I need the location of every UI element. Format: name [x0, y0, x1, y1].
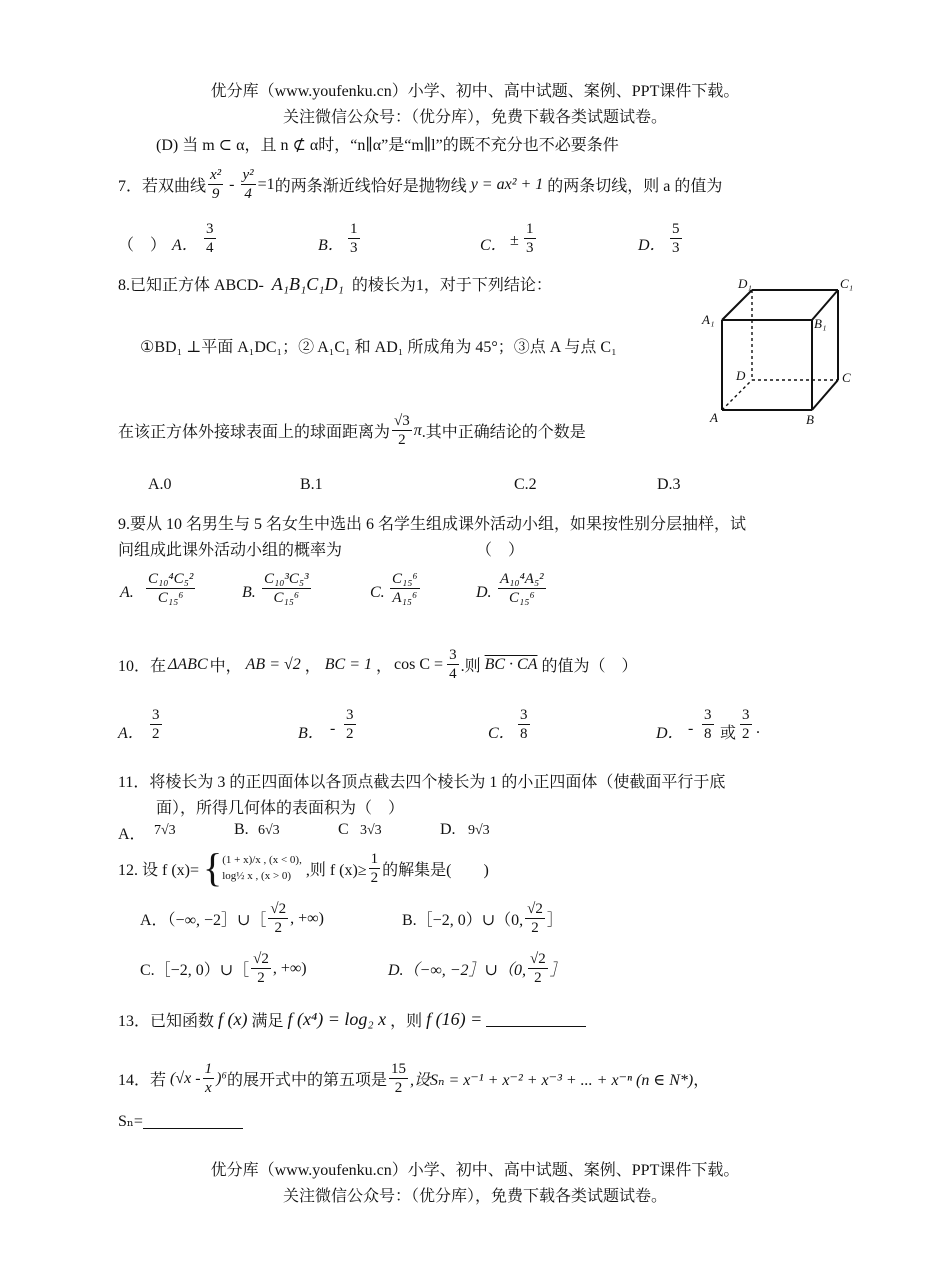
q7-option-c-label: C．: [480, 237, 507, 254]
q9-option-c: $\frac{\text{C₁₅⁶}}{\text{A₁₅⁶}}$: [392, 571, 418, 606]
q11-option-a-label: A．: [118, 826, 146, 843]
cube-label-a: A: [710, 410, 718, 425]
q12-case-1: (1 + x)/x , (x < 0),: [222, 854, 302, 866]
q14-value: $\frac{15}{2}$: [390, 1061, 406, 1096]
cube-edge-bc: [812, 380, 838, 410]
q7-frac-x: $\frac{\text{x²}}{9}$: [210, 167, 222, 202]
q14-expr-a: (√x -: [170, 1069, 201, 1087]
question-7: [118, 166, 722, 203]
q10-cos-fraction: $\frac{3}{4}$: [449, 647, 457, 682]
q8-suffix: 的棱长为1，对于下列结论：: [351, 277, 552, 294]
q11-options: [118, 821, 818, 845]
q7-option-a: $\frac{3}{4}$: [206, 221, 214, 256]
q9-line-1: 9.要从 10 名男生与 5 名女生中选出 6 名学生组成课外活动小组，如果按性别分层抽样，试: [118, 516, 747, 533]
question-14: [118, 1060, 709, 1097]
q7-option-b: $\frac{1}{3}$: [350, 221, 358, 256]
q13-prefix: 13．已知函数: [118, 1013, 215, 1030]
q14-frac: $\frac{1}{x}$: [204, 1061, 213, 1096]
q14-mid: 的展开式中的第五项是: [226, 1072, 387, 1089]
cube-label-c: C: [842, 370, 851, 385]
q8-prefix: 8.已知正方体 ABCD-: [118, 277, 264, 294]
q11-option-b-label: B.: [234, 821, 249, 838]
question-13: [118, 1008, 586, 1031]
q12-option-c-text: C.［−2, 0）∪［: [140, 962, 250, 979]
q12-option-a-text: A．（−∞, −2］∪［: [140, 912, 267, 929]
q10-option-d-first: $\frac{3}{8}$: [704, 707, 712, 742]
q7-minus: -: [229, 175, 235, 193]
q12-half: $\frac{1}{2}$: [370, 850, 379, 886]
q11-option-d-label: D.: [440, 821, 456, 838]
q10-prefix: 10．在: [118, 658, 167, 675]
q7-mid: 的两条渐近线恰好是抛物线: [274, 178, 467, 195]
q10-option-d-second: $\frac{3}{2}$: [742, 707, 750, 742]
q9-paren: （ ）: [476, 542, 525, 559]
q12-option-b-fraction: $\frac{√2}{2}$: [527, 901, 543, 936]
q10-cos: cos C =: [394, 655, 444, 673]
footer-line-1: 优分库（www.youfenku.cn）小学、初中、高中试题、案例、PPT课件下载。: [210, 1162, 740, 1179]
q12-mid: ,则 f (x)≥: [305, 861, 367, 879]
q10-option-a-label: A．: [118, 725, 144, 742]
cube-label-d1: D₁: [738, 276, 752, 291]
q9-option-a-label: A.: [120, 584, 134, 601]
cube-figure: [698, 276, 858, 426]
q13-answer-blank[interactable]: [486, 1012, 586, 1027]
q12-option-b-end: ］: [546, 912, 563, 929]
q9-option-d: $\frac{\text{A₁₀⁴A₅²}}{\text{C₁₅⁶}}$: [500, 571, 544, 606]
q13-then: ，则: [390, 1013, 423, 1030]
q11-option-c: 3√3: [360, 823, 382, 838]
q12-option-d-text: D.（−∞, −2］∪（0,: [388, 962, 526, 979]
q13-fx: f (x): [218, 1009, 248, 1029]
q10-option-b-label: B．: [298, 725, 324, 742]
cube-label-a1: A₁: [702, 312, 715, 327]
q12-option-b: [402, 900, 563, 937]
q11-option-b: 6√3: [258, 823, 280, 838]
q6-option-d: (D) 当 m ⊂ α，且 n ⊄ α时，“n∥α”是“m∥l”的既不充分也不必要条件: [156, 137, 619, 154]
q10-comma2: ，: [376, 658, 393, 675]
q11-option-c-label: C: [338, 821, 349, 838]
q7-option-c-sign: ±: [510, 232, 519, 249]
q8-option-c: C.2: [514, 476, 537, 493]
q12-prefix: 12. 设 f (x)=: [118, 861, 200, 879]
q8-continuation: [118, 412, 586, 449]
q12-option-a-end: , +∞): [290, 909, 324, 927]
q10-option-d-or: 或: [720, 725, 737, 742]
q7-prefix: 7．若双曲线: [118, 178, 207, 195]
q10-mid1: 中，: [209, 658, 242, 675]
q10-bc: BC = 1: [324, 655, 373, 673]
q11-line-2: 面），所得几何体的表面积为（ ）: [156, 800, 405, 817]
q10-then: .则: [460, 658, 481, 675]
q8-pi: π: [413, 421, 422, 439]
q14-line-2: [118, 1111, 243, 1131]
q8-distance-fraction: $\frac{√3}{2}$: [394, 413, 410, 448]
q8-option-d: D.3: [657, 476, 681, 493]
q7-frac-y: $\frac{\text{y²}}{4}$: [242, 167, 254, 202]
q8-option-a: A.0: [148, 476, 172, 493]
q7-parabola: y = ax² + 1: [470, 175, 544, 193]
q10-option-d-end: .: [756, 720, 760, 737]
q9-option-c-label: C.: [370, 584, 385, 601]
q8-cube-name: A₁B₁C₁D₁: [271, 274, 344, 294]
footer-line-2: 关注微信公众号：（优分库），免费下载各类试题试卷。: [282, 1188, 667, 1205]
q8-option-b: B.1: [300, 476, 323, 493]
q10-vector-product: BC · CA: [484, 655, 538, 673]
q10-comma1: ，: [304, 658, 321, 675]
q14-expr-b: )⁶: [216, 1069, 227, 1087]
q7-paren: （ ）: [118, 237, 167, 254]
q10-option-c: $\frac{3}{8}$: [520, 707, 528, 742]
q11-line-1: 11．将棱长为 3 的正四面体以各顶点截去四个棱长为 1 的小正四面体（使截面平行于底: [118, 774, 726, 791]
q10-option-a: $\frac{3}{2}$: [152, 707, 160, 742]
q10-triangle: ΔABC: [168, 655, 208, 673]
q12-brace: {: [203, 845, 223, 890]
q8-statements: ①BD₁ ⊥平面 A₁DC₁；② A₁C₁ 和 AD₁ 所成角为 45°；③点 A 与点 C₁: [140, 339, 617, 356]
q13-ask: f (16) =: [426, 1009, 483, 1029]
q7-options: [118, 220, 818, 264]
q9-line-2: 问组成此课外活动小组的概率为: [118, 542, 343, 559]
q11-option-d: 9√3: [468, 823, 490, 838]
q12-option-d: [388, 950, 566, 987]
q14-prefix: 14．若: [118, 1072, 167, 1089]
header-line-1: 优分库（www.youfenku.cn）小学、初中、高中试题、案例、PPT课件下载。: [210, 83, 740, 100]
q12-option-c-end: , +∞): [272, 959, 307, 977]
q14-sn-label: Sₙ=: [118, 1113, 143, 1130]
q9-option-a: $\frac{\text{C₁₀⁴C₅²}}{\text{C₁₅⁶}}$: [148, 571, 194, 606]
q12-option-b-text: B.［−2, 0）∪（0,: [402, 912, 524, 929]
q7-option-b-label: B．: [318, 237, 344, 254]
q9-option-d-label: D.: [476, 584, 492, 601]
q12-cases: [222, 852, 302, 884]
q12-option-c-fraction: $\frac{√2}{2}$: [253, 951, 269, 986]
q8-cont-b: .其中正确结论的个数是: [421, 424, 586, 441]
q14-end: ，: [693, 1072, 710, 1089]
question-12: [118, 845, 489, 890]
q13-equation: f (x⁴) = log₂ x: [287, 1009, 387, 1029]
q11-option-a: 7√3: [154, 823, 176, 838]
q9-option-b-label: B.: [242, 584, 256, 601]
question-8: [118, 272, 552, 295]
q13-mid: 满足: [251, 1013, 284, 1030]
q10-options: [118, 706, 818, 756]
q9-option-b: $\frac{\text{C₁₀³C₅³}}{\text{C₁₅⁶}}$: [264, 571, 309, 606]
q10-option-b: $\frac{3}{2}$: [346, 707, 354, 742]
question-10: [118, 646, 638, 683]
q7-option-d-label: D．: [638, 237, 666, 254]
q12-option-d-fraction: $\frac{√2}{2}$: [529, 951, 546, 986]
q14-answer-blank[interactable]: [143, 1114, 243, 1129]
q12-option-d-end: ］: [549, 962, 566, 979]
q12-piecewise: [203, 845, 302, 890]
q12-option-a: [140, 900, 324, 937]
q12-option-a-fraction: $\frac{√2}{2}$: [270, 901, 287, 936]
q12-case-2: log½ x , (x > 0): [222, 870, 292, 882]
q10-option-d-sign: -: [688, 720, 694, 737]
q10-option-b-sign: -: [330, 720, 336, 737]
q7-option-c: $\frac{1}{3}$: [526, 221, 534, 256]
cube-label-c1: C₁: [840, 276, 854, 291]
q10-ab: AB = √2: [245, 655, 301, 673]
q7-option-a-label: A．: [172, 237, 198, 254]
cube-label-b: B: [806, 412, 814, 426]
q7-eq-rest: =1: [257, 175, 275, 193]
header-line-2: 关注微信公众号：（优分库），免费下载各类试题试卷。: [282, 109, 667, 126]
q10-suffix: 的值为（ ）: [541, 658, 638, 675]
cube-edge-a1d1: [722, 290, 752, 320]
cube-label-b1: B₁: [814, 316, 827, 331]
q10-option-c-label: C．: [488, 725, 515, 742]
cube-label-d: D: [736, 368, 746, 383]
q10-option-d-label: D．: [656, 725, 684, 742]
q12-suffix: 的解集是( ): [382, 861, 489, 879]
q7-suffix: 的两条切线，则 a 的值为: [547, 178, 723, 195]
q9-options: [118, 570, 818, 630]
q7-option-d: $\frac{5}{3}$: [672, 221, 680, 256]
q8-cont-a: 在该正方体外接球表面上的球面距离为: [118, 424, 391, 441]
cube-edge-ad-hidden: [722, 380, 752, 410]
q12-option-c: [140, 950, 307, 987]
q14-sn: ,设Sₙ = x⁻¹ + x⁻² + x⁻³ + ... + x⁻ⁿ (n ∈ N*): [409, 1072, 694, 1089]
